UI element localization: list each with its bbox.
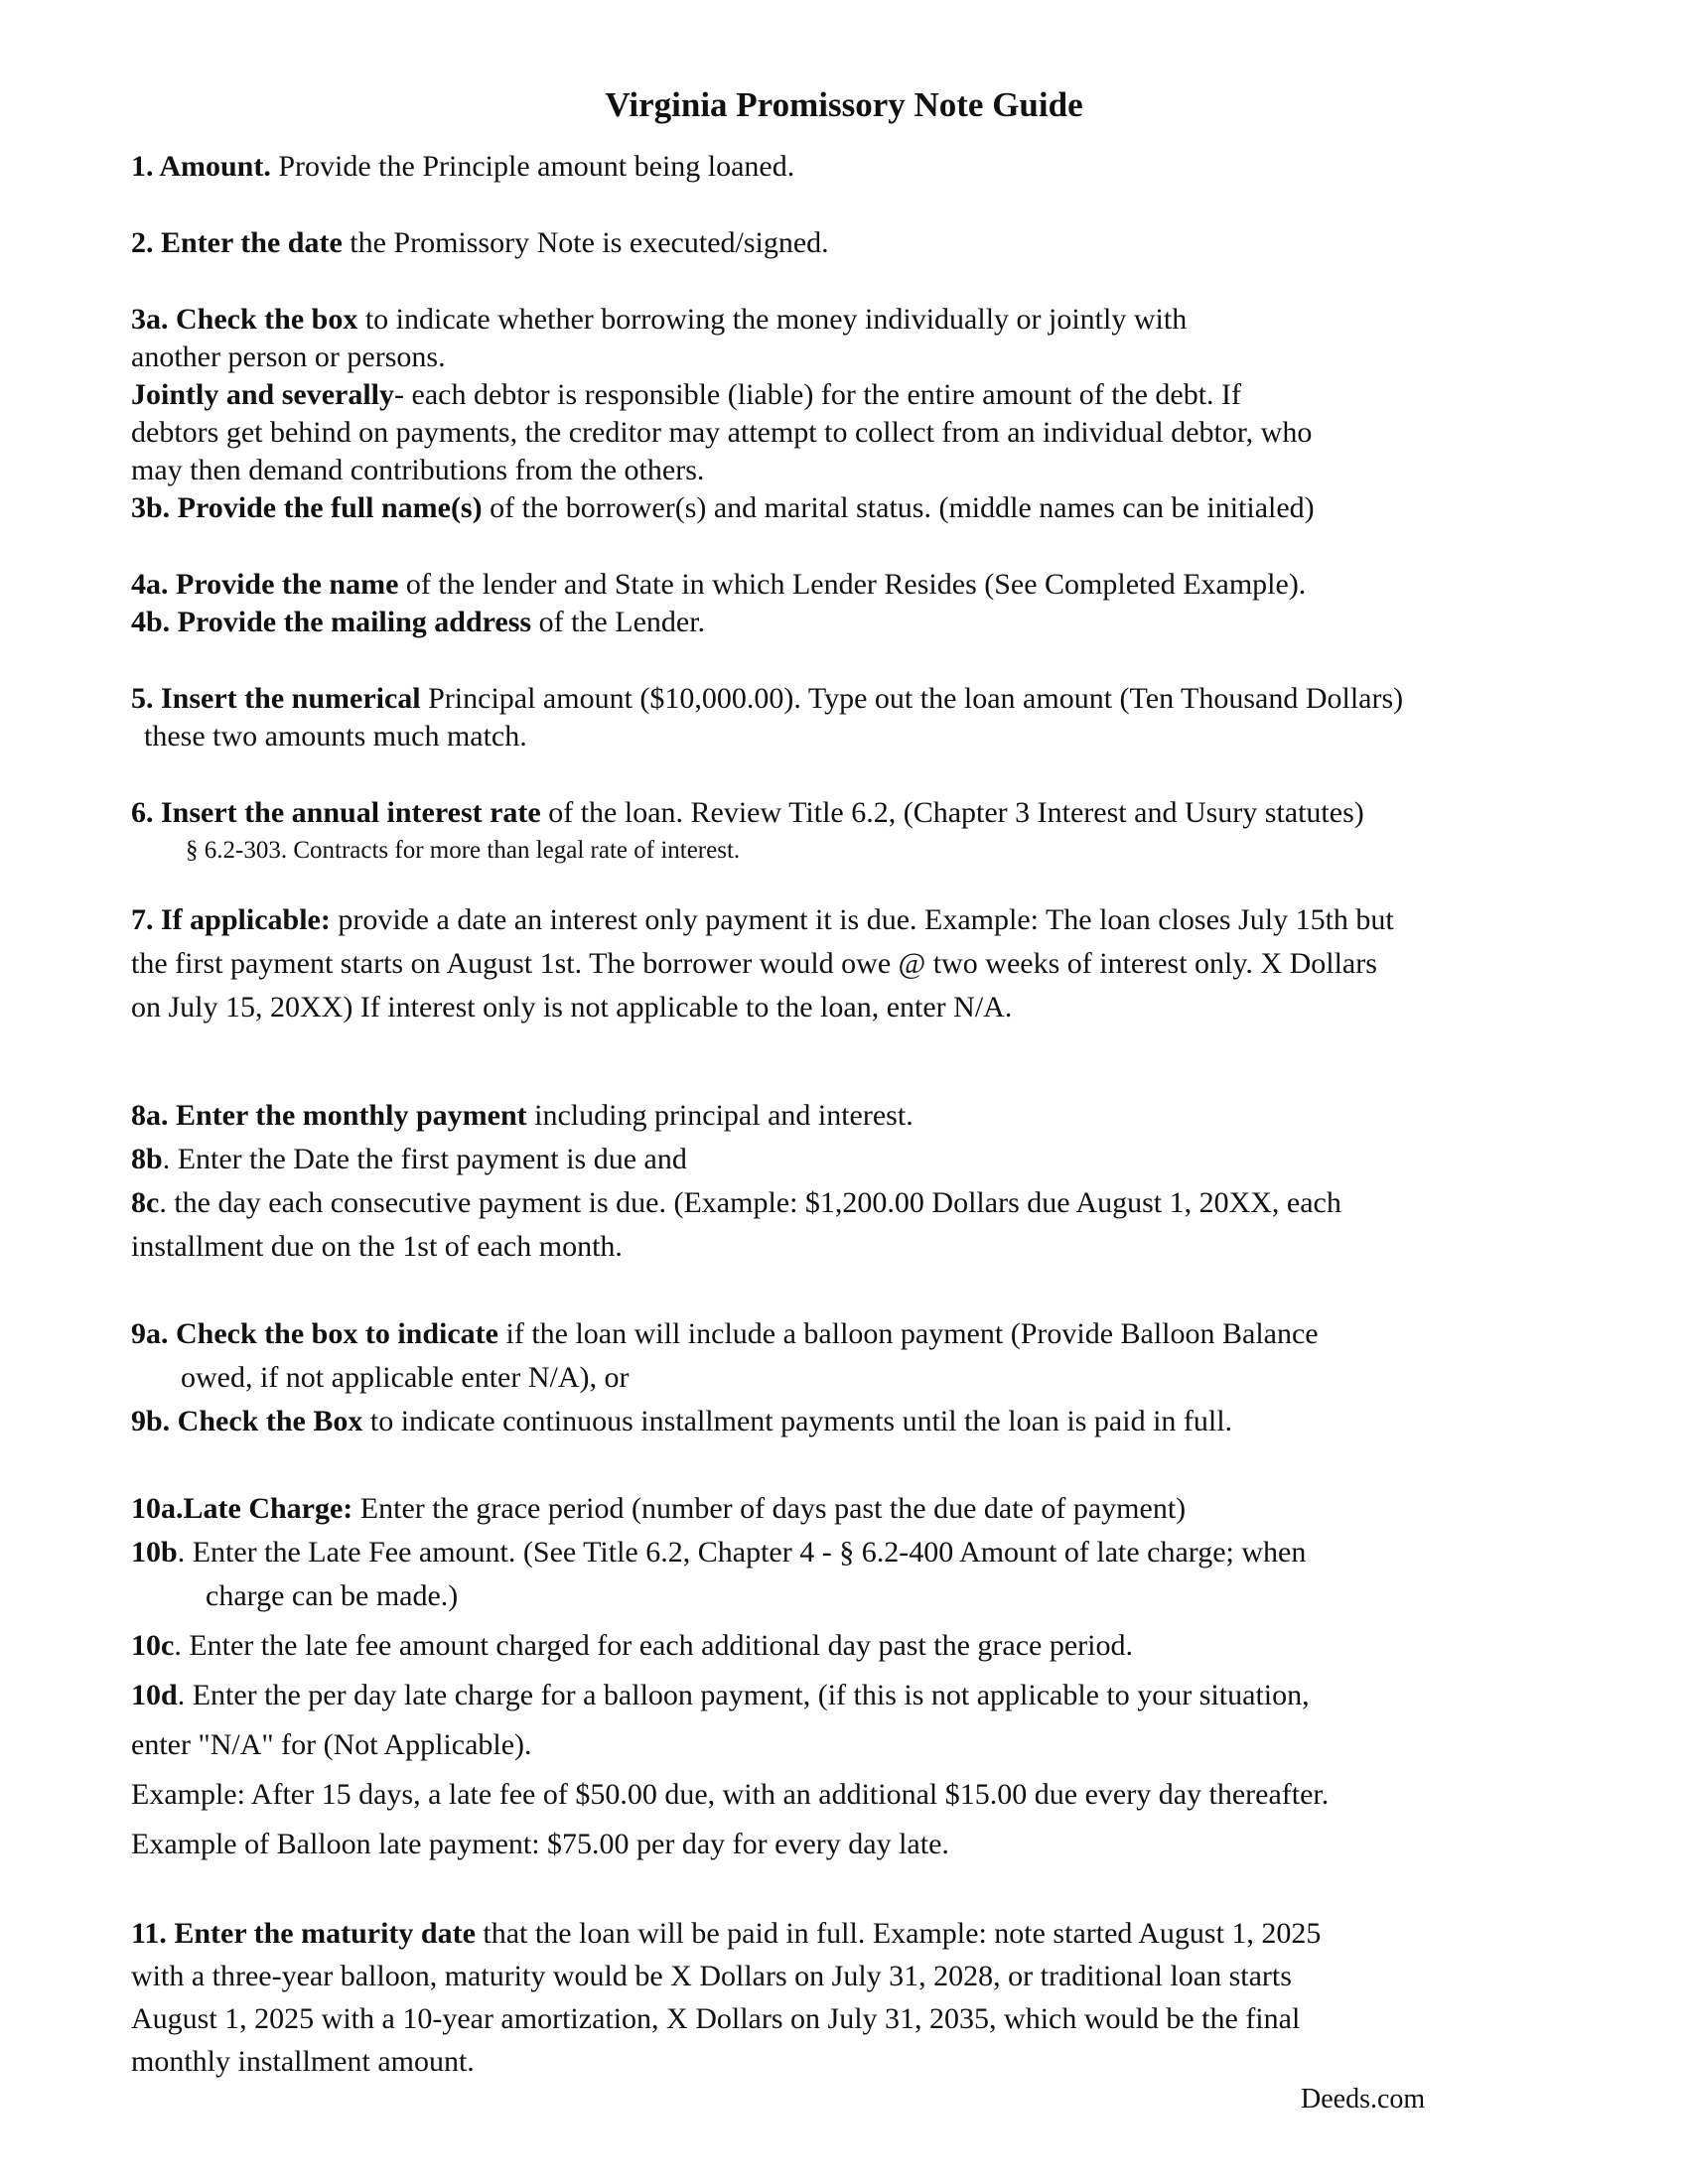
item-3a-line-2: another person or persons. (131, 341, 446, 373)
balloon-late-example: Example of Balloon late payment: $75.00 per day for every day late. (131, 1828, 949, 1860)
item-3b-full-names: 3b. Provide the full name(s) of the borrower(s) and marital status. (middle names can be initialed) (131, 491, 1315, 524)
item-8b-first-payment: 8b. Enter the Date the first payment is due and (131, 1143, 687, 1175)
jointly-severally-line-3: may then demand contributions from the others. (131, 454, 705, 486)
item-10a-late-charge: 10a.Late Charge: Enter the grace period (number of days past the due date of payment) (131, 1492, 1187, 1525)
page-title: Virginia Promissory Note Guide (605, 85, 1083, 124)
item-11-line-2: with a three-year balloon, maturity would be X Dollars on July 31, 2028, or traditional loan starts (131, 1960, 1292, 1992)
late-fee-example: Example: After 15 days, a late fee of $50.00 due, with an additional $15.00 due every day thereafter. (131, 1778, 1330, 1811)
item-7-line-2: the first payment starts on August 1st. The borrower would owe @ two weeks of interest only. X Dollars (131, 947, 1377, 980)
item-5-line-2: these two amounts much match. (144, 720, 527, 752)
item-9b-continuous-installments: 9b. Check the Box to indicate continuous installment payments until the loan is paid in full. (131, 1405, 1233, 1437)
item-11-line-4: monthly installment amount. (131, 2045, 475, 2078)
item-3a-check-box: 3a. Check the box to indicate whether borrowing the money individually or jointly with (131, 303, 1188, 336)
item-4b-mailing-address: 4b. Provide the mailing address of the Lender. (131, 606, 706, 638)
item-6-statute-reference: § 6.2-303. Contracts for more than legal rate of interest. (186, 837, 741, 864)
item-8c-line-2: installment due on the 1st of each month. (131, 1230, 623, 1263)
item-8a-monthly-payment: 8a. Enter the monthly payment including principal and interest. (131, 1099, 914, 1132)
item-1-amount: 1. Amount. Provide the Principle amount being loaned. (131, 150, 795, 183)
item-10d-line-2: enter "N/A" for (Not Applicable). (131, 1728, 532, 1761)
footer-brand: Deeds.com (1301, 2084, 1426, 2115)
item-10d-balloon-late-charge: 10d. Enter the per day late charge for a balloon payment, (if this is not applicable to your situation, (131, 1679, 1310, 1711)
item-9a-line-2: owed, if not applicable enter N/A), or (181, 1361, 630, 1394)
item-2-date: 2. Enter the date the Promissory Note is executed/signed. (131, 226, 829, 259)
item-10c-additional-day-fee: 10c. Enter the late fee amount charged for each additional day past the grace period. (131, 1629, 1134, 1662)
jointly-severally-line-2: debtors get behind on payments, the creditor may attempt to collect from an individual debtor, who (131, 416, 1313, 449)
item-7-line-3: on July 15, 20XX) If interest only is not applicable to the loan, enter N/A. (131, 991, 1013, 1024)
item-11-line-3: August 1, 2025 with a 10-year amortization, X Dollars on July 31, 2035, which would be the final (131, 2002, 1301, 2035)
item-6-interest-rate: 6. Insert the annual interest rate of the loan. Review Title 6.2, (Chapter 3 Interest and Usury statutes) (131, 796, 1364, 829)
item-10b-late-fee: 10b. Enter the Late Fee amount. (See Title 6.2, Chapter 4 - § 6.2-400 Amount of late charge; when (131, 1536, 1307, 1569)
item-8c-consecutive-payment: 8c. the day each consecutive payment is due. (Example: $1,200.00 Dollars due August 1, 20XX, each (131, 1186, 1341, 1219)
item-10b-line-2: charge can be made.) (206, 1579, 459, 1612)
item-7-interest-only: 7. If applicable: provide a date an interest only payment it is due. Example: The loan closes July 15th but (131, 903, 1394, 936)
jointly-severally-definition: Jointly and severally- each debtor is responsible (liable) for the entire amount of the debt. If (131, 378, 1242, 411)
item-11-maturity-date: 11. Enter the maturity date that the loan will be paid in full. Example: note started August 1, 2025 (131, 1917, 1322, 1950)
item-9a-balloon-payment: 9a. Check the box to indicate if the loan will include a balloon payment (Provide Balloon Balance (131, 1317, 1319, 1350)
item-5-numerical-amount: 5. Insert the numerical Principal amount ($10,000.00). Type out the loan amount (Ten Thousand Dollars) (131, 682, 1404, 715)
item-4a-lender-name: 4a. Provide the name of the lender and State in which Lender Resides (See Completed Example). (131, 568, 1307, 601)
